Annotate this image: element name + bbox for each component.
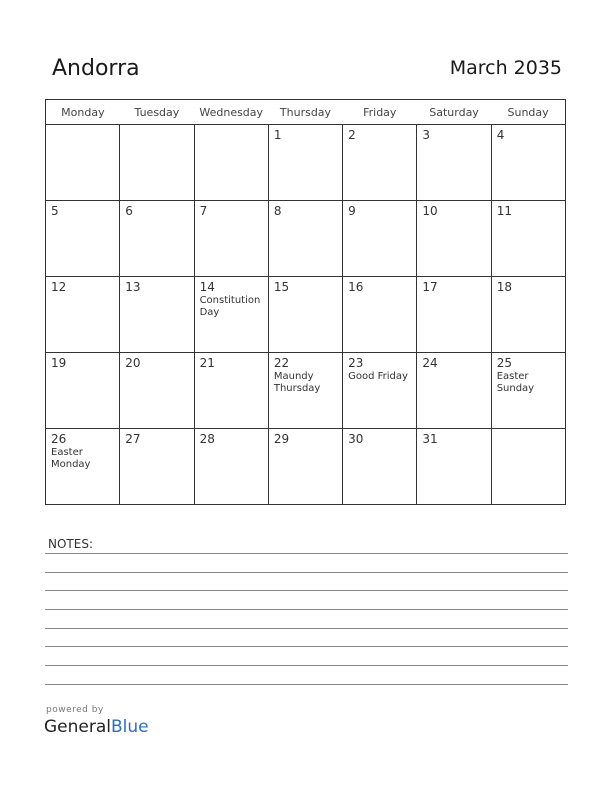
day-cell [268, 277, 342, 353]
day-number: 10 [422, 204, 438, 218]
day-cell [491, 429, 565, 505]
note-line [45, 684, 568, 685]
day-number: 15 [273, 280, 290, 294]
day-cell [120, 353, 194, 429]
day-cell [194, 277, 268, 353]
note-line [45, 646, 568, 647]
day-cell [120, 277, 194, 353]
day-cell [194, 429, 268, 505]
powered-by-text: powered by [46, 705, 104, 715]
day-number: 23 [348, 356, 364, 370]
day-cell [417, 429, 491, 505]
day-number: 28 [199, 432, 215, 446]
holiday-label: Easter Sunday [496, 371, 535, 394]
day-cell [194, 125, 268, 201]
day-number: 26 [51, 432, 67, 446]
day-number: 11 [496, 204, 512, 218]
brand-blue: Blue [111, 717, 149, 737]
day-number: 3 [422, 128, 431, 142]
day-cell [491, 277, 565, 353]
day-cell [268, 353, 342, 429]
week-row [46, 277, 566, 353]
day-cell [46, 353, 120, 429]
day-number: 16 [348, 280, 364, 294]
brand-general: General [44, 717, 111, 737]
day-number: 2 [348, 128, 356, 142]
day-number: 14 [199, 280, 215, 294]
week-row [46, 429, 566, 505]
month-year-title: March 2035 [449, 57, 562, 79]
day-number: 18 [496, 280, 512, 294]
calendar-grid [45, 99, 566, 505]
day-cell [417, 125, 491, 201]
day-cell [46, 125, 120, 201]
day-cell [491, 201, 565, 277]
note-line [45, 609, 568, 610]
day-cell [343, 277, 417, 353]
day-number: 25 [496, 356, 512, 370]
weekday-header-row [46, 100, 566, 125]
day-cell [120, 201, 194, 277]
day-number: 17 [422, 280, 438, 294]
day-number: 19 [51, 356, 67, 370]
day-cell [268, 201, 342, 277]
weekday-tuesday: Tuesday [120, 100, 194, 125]
weekday-sunday: Sunday [491, 100, 565, 125]
note-line [45, 572, 568, 573]
day-cell [268, 125, 342, 201]
day-cell [120, 429, 194, 505]
day-number: 6 [125, 204, 133, 218]
day-cell [343, 125, 417, 201]
day-cell [417, 277, 491, 353]
weekday-monday: Monday [46, 100, 120, 125]
day-number: 20 [125, 356, 141, 370]
day-number: 29 [273, 432, 290, 446]
day-number: 31 [422, 432, 438, 446]
day-cell [343, 201, 417, 277]
day-cell [343, 353, 417, 429]
day-cell [491, 125, 565, 201]
note-line [45, 590, 568, 591]
day-cell [491, 353, 565, 429]
day-cell [343, 429, 417, 505]
day-cell [417, 353, 491, 429]
holiday-label: Easter Monday [51, 447, 91, 470]
day-number: 24 [422, 356, 438, 370]
weekday-thursday: Thursday [268, 100, 342, 125]
week-row [46, 353, 566, 429]
day-number: 9 [348, 204, 356, 218]
weekday-saturday: Saturday [417, 100, 491, 125]
day-number: 5 [51, 204, 59, 218]
day-cell [194, 353, 268, 429]
day-cell [46, 201, 120, 277]
day-number: 22 [273, 356, 290, 370]
notes-label: NOTES: [48, 537, 93, 551]
generalblue-logo [44, 717, 149, 737]
day-cell [120, 125, 194, 201]
day-number: 8 [273, 204, 282, 218]
day-number: 30 [348, 432, 364, 446]
note-line [45, 553, 568, 554]
day-number: 4 [496, 128, 505, 142]
note-line [45, 665, 568, 666]
week-row [46, 125, 566, 201]
day-number: 21 [199, 356, 215, 370]
holiday-label: Maundy Thursday [273, 371, 321, 394]
week-row [46, 201, 566, 277]
day-cell [268, 429, 342, 505]
day-cell [417, 201, 491, 277]
day-cell [46, 429, 120, 505]
day-cell [194, 201, 268, 277]
day-number: 13 [125, 280, 141, 294]
note-line [45, 628, 568, 629]
day-cell [46, 277, 120, 353]
holiday-label: Constitution Day [199, 295, 261, 318]
weekday-wednesday: Wednesday [194, 100, 268, 125]
day-number: 27 [125, 432, 141, 446]
day-number: 7 [199, 204, 208, 218]
day-number: 12 [51, 280, 67, 294]
country-title: Andorra [52, 56, 140, 81]
day-number: 1 [273, 128, 282, 142]
holiday-label: Good Friday [348, 371, 408, 382]
weekday-friday: Friday [343, 100, 417, 125]
